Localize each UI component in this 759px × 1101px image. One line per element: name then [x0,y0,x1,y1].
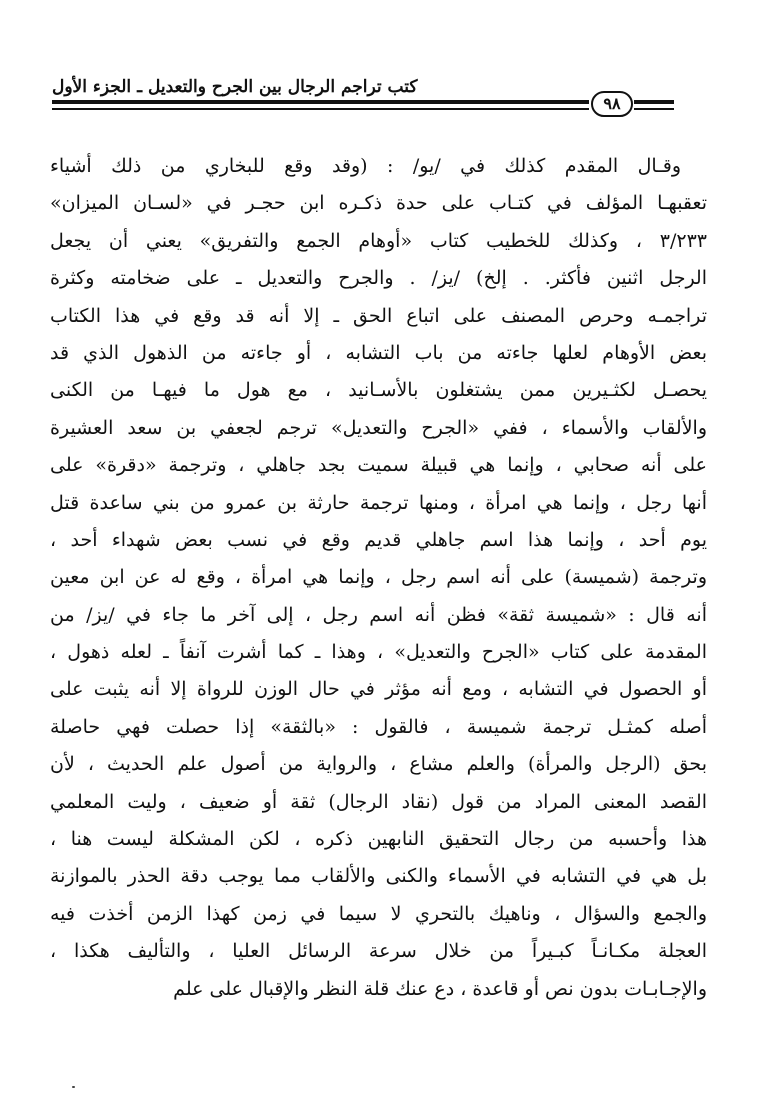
text-line: بل هي في التشابه في الأسماء والكنى والألقاب مما يوجب دقة الحذر بالموازنة [50,865,707,888]
text-line: يوم أحد ، وإنما هذا اسم جاهلي قديم وقع في نسب بعض شهداء أحد ، [50,528,707,551]
text-line: أنها رجل ، وإنما هي امرأة ، ومنها ترجمة حارثة بن عمرو من بني ساعدة قتل [50,491,707,514]
text-line: تراجمـه وحرص المصنف على اتباع الحق ـ إلا أنه قد وقع في هذا الكتاب [50,304,707,327]
header-rule-thin [52,108,589,110]
text-line: تعقبهـا المؤلف في كتـاب على حدة ذكـره ابن حجـر في «لسـان الميزان» [50,192,707,215]
text-line: والألقاب والأسماء ، ففي «الجرح والتعديل» ترجم لجعفي بن سعد العشيرة [50,416,707,439]
text-line: أو الحصول في التشابه ، ومع أنه مؤثر في حال الوزن للرواة إلا أنه يثبت على [50,678,707,701]
text-line: أصله كمثـل ترجمة شميسة ، فالقول : «بالثقة» إذا حصلت فهي حاصلة [50,715,707,738]
text-line: العجلة مكـانـاً كبـيراً من خلال سرعة الرسائل العليا ، والتأليف هكذا ، [50,940,707,963]
text-line: أنه قال : «شميسة ثقة» فظن أنه اسم رجل ، إلى آخر ما جاء في /يز/ من [50,603,707,626]
text-line: القصد المعنى المراد من قول (نقاد الرجال) ثقة أو ضعيف ، وليت المعلمي [50,790,707,813]
scan-speck [72,1086,75,1088]
text-line: والإجـابـات بدون نص أو قاعدة ، دع عنك قلة النظر والإقبال على علم [173,977,707,1000]
text-line: والجمع والسؤال ، وناهيك بالتحري لا سيما في زمن كهذا الزمن أخذت فيه [50,902,707,925]
page-number-badge: ٩٨ [591,91,633,117]
text-line: هذا وأحسبه من رجال التحقيق النابهين ذكره ، لكن المشكلة ليست هنا ، [50,828,707,851]
text-line: ٣/٢٣٣ ، وكذلك للخطيب كتاب «أوهام الجمع والتفريق» يعني أن يجعل [50,229,707,252]
body-paragraph [50,148,707,1008]
text-line: بعض الأوهام لعلها جاءته من باب التشابه ، أو جاءته من الذهول الذي قد [50,341,707,364]
text-line: الرجل اثنين فأكثر. . إلخ) /يز/ . والجرح والتعديل ـ على ضخامته وكثرة [50,267,707,290]
text-line: المقدمة على كتاب «الجرح والتعديل» ، وهذا ـ كما أشرت آنفاً ـ لعله ذهول ، [50,641,707,664]
text-line: وقـال المقدم كذلك في /يو/ : (وقد وقع للبخاري من ذلك أشياء [50,155,681,177]
text-line: على أنه صحابي ، وإنما هي قبيلة سميت بجد جاهلي ، وترجمة «دقرة» على [50,454,707,477]
header-rule-right-thin [634,108,674,110]
text-line: وترجمة (شميسة) على أنه اسم رجل ، وإنما هي امرأة ، وقع له عن ابن معين [50,566,707,589]
text-line: بحق (الرجل والمرأة) والعلم مشاع ، والرواية من أصول علم الحديث ، لأن [50,753,707,776]
header-rule-right-thick [634,100,674,104]
header-rule-thick [52,100,589,104]
running-header-title: كتب تراجم الرجال بين الجرح والتعديل ـ الجزء الأول [52,77,418,97]
text-line: يحصـل لكثـيرين ممن يشتغلون بالأسـانيد ، مع هول ما فيهـا من الكنى [50,379,707,402]
